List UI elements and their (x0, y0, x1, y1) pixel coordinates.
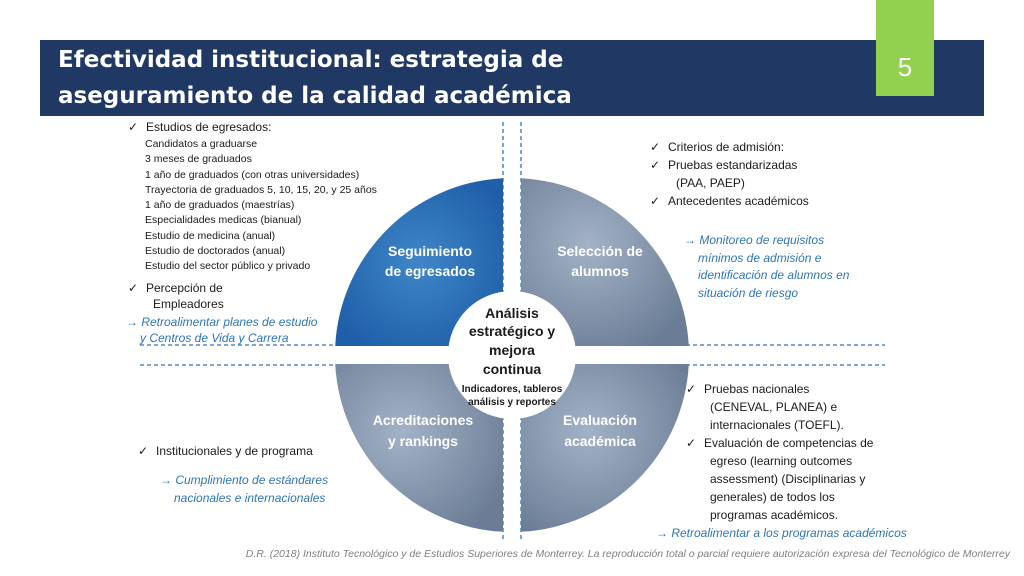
egresados-list (145, 137, 395, 275)
institucionales-item: ✓ Institucionales y de programa (138, 444, 313, 458)
title-line-2: aseguramiento de la calidad académica (58, 83, 572, 109)
retroalimentar-programas: → Retroalimentar a los programas académicos (656, 526, 907, 540)
list-item: 3 meses de graduados (145, 153, 252, 166)
center-label-1: Análisis (485, 305, 539, 321)
check-icon: ✓ (650, 158, 661, 172)
q2-label-1: Selección de (557, 243, 643, 259)
check-icon: ✓ (686, 436, 697, 450)
q4-label-2: académica (564, 433, 636, 449)
evaluacion-items: ✓ Pruebas nacionales (CENEVAL, PLANEA) e internacionales (TOEFL). ✓ Evaluación de competencias de egreso (learning outcomes assessment) (Disciplinarias y generales) de todos los programas académicos. (686, 382, 874, 522)
footer-copyright: D.R. (2018) Instituto Tecnológico y de Estudios Superiores de Monterrey. La reproducción total o parcial requiere autorización expresa del Tecnológico de Monterrey (245, 548, 1010, 560)
check-icon: ✓ (128, 281, 139, 295)
center-sub-2: análisis y reportes (468, 397, 556, 408)
center-label-4: continua (482, 361, 542, 377)
center-label-2: estratégico y (468, 323, 556, 339)
title-line-1: Efectividad institucional: estrategia de (58, 47, 564, 73)
egresados-heading: ✓ Estudios de egresados: (128, 120, 272, 134)
q1-label-2: de egresados (384, 263, 476, 279)
q3-label-2: y rankings (387, 433, 459, 449)
list-item: Estudio del sector público y privado (145, 260, 311, 273)
check-icon: ✓ (650, 140, 661, 154)
monitoreo-requisitos: → Monitoreo de requisitos mínimos de admisión e identificación de alumnos en situación de riesgo (684, 233, 850, 300)
q1-label-1: Seguimiento (387, 243, 473, 259)
q4-label-1: Evaluación (563, 412, 637, 428)
list-item: Especialidades medicas (bianual) (145, 214, 302, 227)
list-item: Trayectoria de graduados 5, 10, 15, 20, y 25 años (145, 183, 377, 196)
check-icon: ✓ (128, 120, 139, 134)
empleadores-item: ✓ Percepción de Empleadores (128, 281, 224, 311)
check-icon: ✓ (138, 444, 149, 458)
q2-label-2: alumnos (571, 263, 629, 279)
check-icon: ✓ (686, 382, 697, 396)
admision-criteria: ✓ Criterios de admisión: ✓ Pruebas estandarizadas (PAA, PAEP) ✓ Antecedentes académicos (650, 140, 809, 208)
retroalimentar-planes: → Retroalimentar planes de estudio y Centros de Vida y Carrera (126, 315, 318, 345)
q3-label-1: Acreditaciones (372, 412, 474, 428)
center-sub-1: Indicadores, tableros (461, 384, 563, 395)
list-item: 1 año de graduados (maestrías) (145, 199, 295, 212)
check-icon: ✓ (650, 194, 661, 208)
page-number: 5 (897, 52, 913, 82)
center-label-3: mejora (489, 342, 535, 358)
list-item: 1 año de graduados (con otras universidades) (145, 168, 360, 181)
list-item: Estudio de medicina (anual) (145, 229, 276, 242)
list-item: Estudio de doctorados (anual) (145, 245, 286, 258)
cumplimiento-estandares: → Cumplimiento de estándares nacionales e internacionales (160, 473, 329, 505)
list-item: Candidatos a graduarse (145, 138, 258, 150)
